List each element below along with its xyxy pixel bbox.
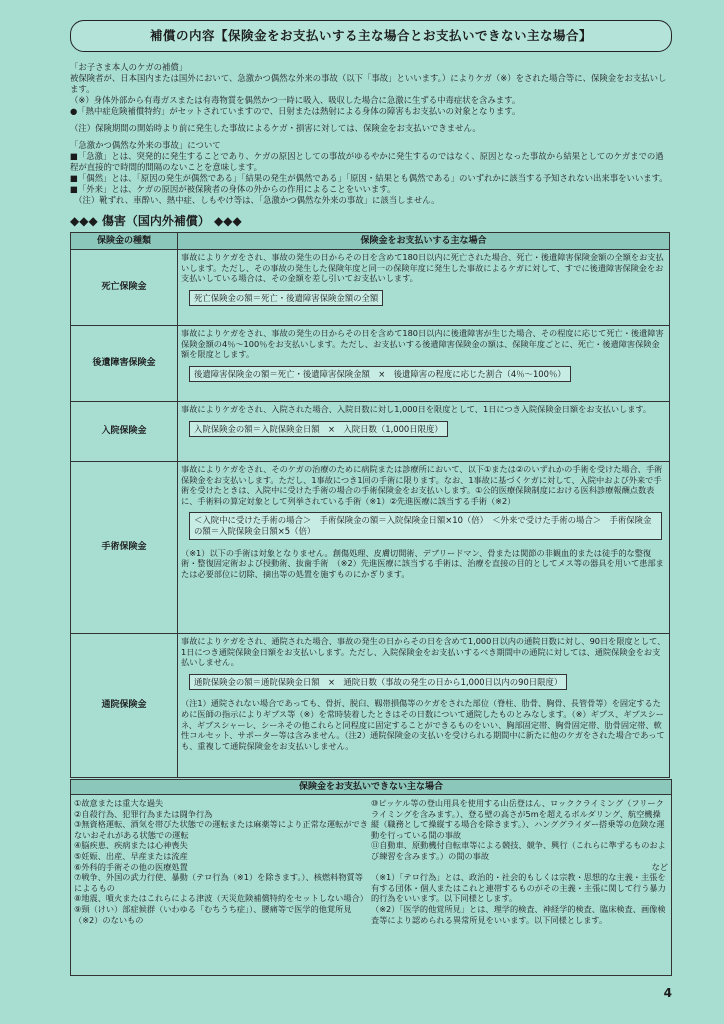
table-header-cases: 保険金をお支払いする主な場合 bbox=[178, 233, 670, 250]
row-text: 事故によりケガをされ、通院された場合、事故の発生の日からその日を含めて1,000日以内の通院日数に対し、90日を限度として、1日につき通院保険金日額をお支払いします。ただし、入院保険金をお支払いするべき期間中の通院に対しては、通院保険金をお支払いしません。 bbox=[181, 636, 666, 668]
exclusion-item: ⑩ピッケル等の登山用具を使用する山岳登はん、ロッククライミング（フリークライミングを含みます。）、登る壁の高さが5mを超えるボルダリング、航空機操縦（職務として操縦する場合を除きます。）、ハンググライダー搭乗等の危険な運動を行っている間の事故 bbox=[371, 798, 665, 840]
exclusion-item: ②自殺行為、犯罪行為または闘争行為 bbox=[74, 808, 213, 819]
table-row bbox=[71, 402, 670, 462]
intro-section bbox=[70, 62, 672, 206]
exclusion-note: （※1）「テロ行為」とは、政治的・社会的もしくは宗教・思想的な主義・主張を有する団体・個人またはこれと連帯するものがその主義・主張に関して行う暴力的行為をいいます。以下同様とします。 bbox=[371, 872, 666, 904]
definition-line: ■「偶然」とは、「原因の発生が偶然である」「結果の発生が偶然である」「原因・結果とも偶然である」のいずれかに該当する予知されない出来事をいいます。 bbox=[70, 173, 668, 183]
document-page bbox=[70, 20, 672, 1020]
exclusion-item: ⑪自動車、原動機付自転車等による競技、競争、興行（これらに準ずるものおよび練習を含みます。）の間の事故 bbox=[371, 840, 666, 861]
exclusions-box bbox=[70, 795, 672, 976]
exclusion-note: （※2）「医学的他覚所見」とは、理学的検査、神経学的検査、臨床検査、画像検査等により認められる異常所見をいいます。以下同様とします。 bbox=[371, 903, 666, 925]
table-row bbox=[71, 634, 670, 778]
section-title: ◆◆◆ 傷害（国内外補償） ◆◆◆ bbox=[70, 214, 242, 228]
intro-heading: 「お子さま本人のケガの補償」 bbox=[70, 62, 188, 72]
row-note: （※1）以下の手術は対象となりません。創傷処理、皮膚切開術、デブリードマン、骨または関節の非観血的または徒手的な整復術・整復固定術および授動術、抜歯手術 （※2）先進医療に該当する手術は、治療を直接の目的としてメス等の器具を用いて患部または必要部位に切除、摘出等の処置を施すものにかぎります。 bbox=[181, 547, 664, 579]
intro-line: 被保険者が、日本国内または国外において、急激かつ偶然な外来の事故（以下「事故」といいます。）によりケガ（※）をされた場合等に、保険金をお支払いします。 bbox=[70, 73, 667, 94]
table-row bbox=[71, 326, 670, 402]
page-number: 4 bbox=[663, 986, 672, 1000]
exclusion-item: ⑨頸（けい）部症候群（いわゆる「むちうち症」）、腰痛等で医学的他覚所見（※2）のないもの bbox=[74, 903, 352, 925]
row-text: 事故によりケガをされ、入院された場合、入院日数に対し1,000日を限度として、1日につき入院保険金日額をお支払いします。 bbox=[181, 404, 652, 414]
formula-box: 後遺障害保険金の額＝死亡・後遺障害保険金額 × 後遺障害の程度に応じた割合（4％～100％） bbox=[189, 366, 571, 383]
formula-box: ＜入院中に受けた手術の場合＞ 手術保険金の額＝入院保険金日額×10（倍） ＜外来で受けた手術の場合＞ 手術保険金の額＝入院保険金日額×5（倍） bbox=[189, 512, 662, 539]
exclusions-left-column bbox=[74, 798, 371, 972]
table-row bbox=[71, 462, 670, 634]
row-label: 入院保険金 bbox=[71, 402, 178, 462]
row-text: 事故によりケガをされ、事故の発生の日からその日を含めて180日以内に後遺障害が生じた場合、その程度に応じて死亡・後遺障害保険金額の4％～100％をお支払いします。ただし、お支払いする後遺障害保険金の額は、保険年度ごとに、死亡・後遺障害保険金額を限度とします。 bbox=[181, 328, 664, 360]
exclusions-heading: 保険金をお支払いできない主な場合 bbox=[70, 779, 672, 795]
table-row bbox=[71, 250, 670, 326]
row-text: 事故によりケガをされ、そのケガの治療のために病院または診療所において、以下①または②のいずれかの手術を受けた場合、手術保険金をお支払いします。ただし、1事故につき1回の手術に限ります。なお、1事故に基づくケガに対して、入院中および外来で手術を受けたときは、入院中に受けた手術の場合の手術保険金をお支払いします。①公的医療保険制度における医科診療報酬点数表に、手術料の算定対象として列挙されている手術（※1）②先進医療に該当する手術（※2） bbox=[181, 464, 663, 506]
exclusion-item: ⑥外科的手術その他の医療処置 bbox=[74, 861, 188, 872]
row-note: （注1）通院されない場合であっても、骨折、脱臼、靱帯損傷等のケガをされた部位（脊柱、肋骨、胸骨、長管骨等）を固定するために医師の指示によりギプス等（※）を常時装着したときはその日数について通院したものとみなします。（※）ギプス、ギプスシーネ、ギプスシャーレ、シーネその他これらと同程度に固定することができるものをいい、胸部固定帯、胸骨固定帯、肋骨固定帯、軟性コルセット、サポーター等は含みません。（注2）通院保険金の支払いを受けられる期間中に新たに他のケガをされた場合であっても、重複して通院保険金をお支払いしません。 bbox=[181, 698, 665, 751]
row-label: 死亡保険金 bbox=[71, 250, 178, 326]
row-text: 事故によりケガをされ、事故の発生の日からその日を含めて180日以内に死亡された場合、死亡・後遺障害保険金額の全額をお支払いします。ただし、その事故の発生した保険年度と同一の保険年度に発生した事故によるケガに対して、すでに後遺障害保険金をお支払いしている場合は、その金額を差し引いてお支払いします。 bbox=[181, 252, 664, 284]
row-label: 後遺障害保険金 bbox=[71, 326, 178, 402]
definition-line: （注）靴ずれ、車酔い、熱中症、しもやけ等は、「急激かつ偶然な外来の事故」に該当しません。 bbox=[70, 195, 440, 205]
definition-line: ■「急激」とは、突発的に発生することであり、ケガの原因としての事故がゆるやかに発生するのではなく、原因となった事故から結果としてのケガまでの過程が直接的で時間的間隔のないことを意味します。 bbox=[70, 151, 664, 172]
formula-box: 通院保険金の額＝通院保険金日額 × 通院日数（事故の発生の日から1,000日以内の90日限度） bbox=[189, 674, 567, 691]
definition-line: ■「外来」とは、ケガの原因が被保険者の身体の外からの作用によることをいいます。 bbox=[70, 184, 396, 194]
exclusion-item: ④脳疾患、疾病または心神喪失 bbox=[74, 840, 188, 851]
intro-line: （注）保険期間の開始時より前に発生した事故によるケガ・損害に対しては、保険金をお支払いできません。 bbox=[70, 123, 481, 133]
exclusions-right-column bbox=[371, 798, 668, 972]
intro-line: ●「熱中症危険補償特約」がセットされていますので、日射または熱射による身体の障害もお支払いの対象となります。 bbox=[70, 106, 521, 116]
page-title: 補償の内容【保険金をお支払いする主な場合とお支払いできない主な場合】 bbox=[70, 20, 672, 52]
benefits-table bbox=[70, 232, 670, 778]
definition-heading: 「急激かつ偶然な外来の事故」について bbox=[70, 140, 221, 150]
exclusion-item: ③無資格運転、酒気を帯びた状態での運転または麻薬等により正常な運転ができないおそれがある状態での運転 bbox=[74, 819, 368, 840]
intro-line: （※）身体外部から有毒ガスまたは有毒物質を偶然かつ一時に吸入、吸収した場合に急激に生ずる中毒症状を含みます。 bbox=[70, 95, 521, 105]
formula-box: 入院保険金の額＝入院保険金日額 × 入院日数（1,000日限度） bbox=[189, 421, 448, 438]
exclusion-etc: など bbox=[651, 861, 668, 872]
row-label: 手術保険金 bbox=[71, 462, 178, 634]
exclusion-item: ⑤妊娠、出産、早産または流産 bbox=[74, 850, 188, 861]
formula-box: 死亡保険金の額＝死亡・後遺障害保険金額の全額 bbox=[189, 290, 383, 307]
row-label: 通院保険金 bbox=[71, 634, 178, 778]
exclusion-item: ⑦戦争、外国の武力行使、暴動（テロ行為（※1）を除きます。）、核燃料物質等によるもの bbox=[74, 872, 363, 893]
exclusion-item: ①故意または重大な過失 bbox=[74, 798, 164, 808]
table-header-type: 保険金の種類 bbox=[71, 233, 178, 250]
exclusion-item: ⑧地震、噴火またはこれらによる津波（天災危険補償特約をセットしない場合） bbox=[74, 893, 368, 904]
